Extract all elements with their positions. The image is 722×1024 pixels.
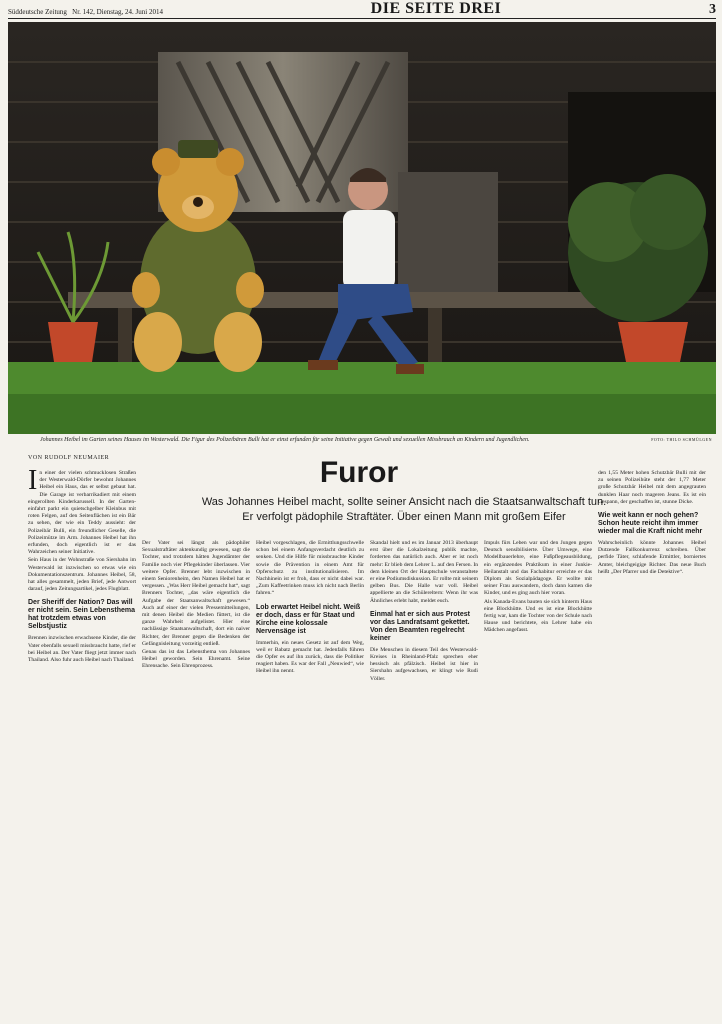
article-column-3 [256, 540, 364, 1020]
paragraph: Impuls fürs Leben war und den Jungen gegen Deutsch sensibilisierte. Über Umwege, eine Modellbauerlehre, eine Fußpflegeausbildung, ein ergänzendes Praktikum in einer Junkie-Heilanstalt und das Fachabitur erreichte er das Diplom als Sozialpädagoge. Er wollte mit seiner Frau auswandern, doch dann kamen die Kinder, und es ging auch hier voran. [484, 540, 592, 597]
paragraph: Als Kanada-Evans bauten sie sich hinterm Haus eine Blockhütte. Und es ist eine Blockhütte fertig war, kam die Tochter von der Schule nach Hause und berichtete, ein Lehrer habe ein Mädchen angefasst. [484, 598, 592, 634]
photo-credit: FOTO: THILO SCHMÜLGEN [651, 437, 712, 442]
paragraph: Genau das ist das Lebensthema von Johannes Heibel geworden. Sein Ehrenamt. Seine Ehrensache. Sein Ehrenprozess. [142, 649, 250, 670]
subheading: Einmal hat er sich aus Protest vor das Landratsamt gekettet. Von den Beamten regelrecht keiner [370, 610, 470, 642]
article-column-5 [484, 540, 592, 1020]
section-title: DIE SEITE DREI [370, 0, 502, 17]
page-number: 3 [708, 2, 716, 17]
article-column-1 [28, 470, 136, 1020]
page-header [8, 0, 716, 19]
teaser-line-1: Was Johannes Heibel macht, sollte seiner Ansicht nach die Staatsanwaltschaft tun. [201, 496, 607, 508]
photo-caption-row [40, 437, 712, 447]
paragraph: den 1,55 Meter hohen Schutzbär Bulli mit der zu seinen Polizeihüte steht der 1,77 Meter große Schutzbär Heibel mit dem angegrauten dunklen Haar noch mageren Jeans. Es ist ein Gespann, der geschaffen ist, stunne Dicke. [598, 470, 706, 505]
issue-info: Nr. 142, Dienstag, 24. Juni 2014 [72, 8, 163, 16]
lead-photo-illustration [8, 22, 716, 434]
paragraph: Immerhin, ein neues Gesetz ist auf dem Weg, weil er Babatz gemacht hat. Jedenfalls führen die Opfer es auf ihn zurück, dass die Politiker reagiert haben. Es war der Fall „Neuwied“, wie Heibel ihn nennt. [256, 639, 364, 675]
photo-caption: Johannes Heibel im Garten seines Hauses im Westerwald. Die Figur des Polizeibären Bulli hat er einst erfunden für seine Initiative gegen Gewalt und sexuellen Missbrauch an Kindern und Jugendlichen. [40, 437, 530, 443]
subheading: Der Sheriff der Nation? Das will er nicht sein. Sein Lebensthema hat trotzdem etwas von Selbstjustiz [28, 599, 135, 631]
lead-photo [8, 22, 716, 434]
paragraph: Die Menschen in diesem Teil des Westerwald-Kreises in Rheinland-Pfalz sprechen eher hessisch als pfälzisch. Heibel ist hier in Siershahn aufgewachsen, er klingt wie Rudi Völler. [370, 646, 478, 682]
subheading: Wie weit kann er noch gehen? Schon heute reicht ihm immer wieder mal die Kraft nicht mehr [598, 512, 703, 536]
paragraph: n einer der vielen schmucklosen Straßen der Westerwald-Dörfer bewohnt Johannes Heibel ein Haus, das er selbst gebaut hat. Die Garage ist verbarrikadiert mit einem eingerollten Kinderkarussell. In der Garten-einfahrt parkt ein quietschgelber Kleinbus mit roten Felgen, auf den Seitenflächen ist ein Bär zu sehen, der wie ein Teddy aussieht: der Polizeibär Bulli, ein freundlicher Geselle, die Polizeimütze im Arm. Johannes Heibel hat ihn erfunden, doch eigentlich ist er das Wahrzeichen seiner Initiative. [28, 470, 136, 556]
teaser-line-2: Er verfolgt pädophile Straftäter. Über einen Mann mit großem Eifer [242, 511, 566, 523]
paragraph: Der Vater sei längst als pädophiler Sexualstraftäter aktenkundig gewesen, sagt die Tochter, und trotzdem hätten Jugendämter der Familie noch vier Pflegekinder überlassen. Vier weitere Opfer. Brenner lebt inzwischen in einem Seniorenheim, den Namen Heibel hat er vergessen. „Was Herr Heibel gemacht hat“, sagt Brenners Tochter, „das wäre eigentlich die Aufgabe der Staatsanwaltschaft gewesen.“ Auch auf einer der vielen Pressemitteilungen, mit denen Heibel die Medien füttert, ist die ganze Wahrheit aufgelistet. Hier eine nachlässige Staatsanwaltschaft, dort ein naiver Richter, der Brenner gegen die Bedenken der Gefängnisleitung vorzeitig entließ. [142, 540, 250, 647]
paragraph: Wahrscheinlich könnte Johannes Heibel Dutzende Fallkonkurrenz schreiben. Über perfide Täter, schlafende Ermittler, borniertes Amter, bleichgeigige Richter. Das neue Buch heißt „Der Pfarrer und die Detektive“. [598, 540, 706, 575]
paragraph: Sein Haus in der Wohnstraße von Siershahn im Westerwald ist inzwischen so etwas wie ein Dokumentationszentrum. Johannes Heibel, 58, hat alles gesammelt, jeden Brief, jede Antwort darauf, jeden Zeitungsartikel, jedes Flugblatt. [28, 557, 136, 593]
article-column-2 [142, 540, 250, 1020]
drop-cap: I [28, 470, 38, 496]
article-column-4 [370, 540, 478, 1020]
paragraph: Brennen inzwischen erwachsene Kinder, die der Vater ebenfalls sexuell missbraucht hatte, rief er bei Heibel an. Der Vater fliegt jetzt immer nach Thailand. Also fuhr auch Heibel nach Thailand. [28, 635, 136, 664]
article-column-6 [598, 470, 706, 1020]
masthead: Süddeutsche Zeitung [8, 8, 67, 16]
paragraph: Skandal hielt und es im Januar 2013 überhaupt erst über die Lokalzeitung publik machte, forderten das natürlich auch. Aber er ist noch mehr: Er blieb dem Lehrer L. auf den Fersen. In dem kleinen Ort der Hauptschule veranstaltete er eine Podiumsdiskussion. Er rollte mit seinem gelben Bus. Die Halle war voll. Heibel appellierte an die Schülereltern: Wenn ihr was Ähnliches erlebt habt, meldet euch. [370, 540, 478, 604]
article-title: Furor [319, 456, 399, 489]
masthead-and-issue [8, 8, 163, 18]
paragraph: Heibel vorgeschlagen, die Ermittlungsschwelle schon bei einem Anfangsverdacht deutlich zu senken. Und die Hilfe für missbrauchte Kinder sowie die Prävention in einem Amt für Opferschutz zu institutionalisieren. Im Nachhinein ist er froh, dass er nicht dabei war. „Zum Kaffeetrinken muss ich nicht nach Berlin fahren.“ [256, 540, 364, 597]
subheading: Lob erwartet Heibel nicht. Weiß er doch, dass er für Staat und Kirche eine kolossale Nervensäge ist [256, 603, 361, 635]
byline: VON RUDOLF NEUMAIER [28, 455, 110, 461]
